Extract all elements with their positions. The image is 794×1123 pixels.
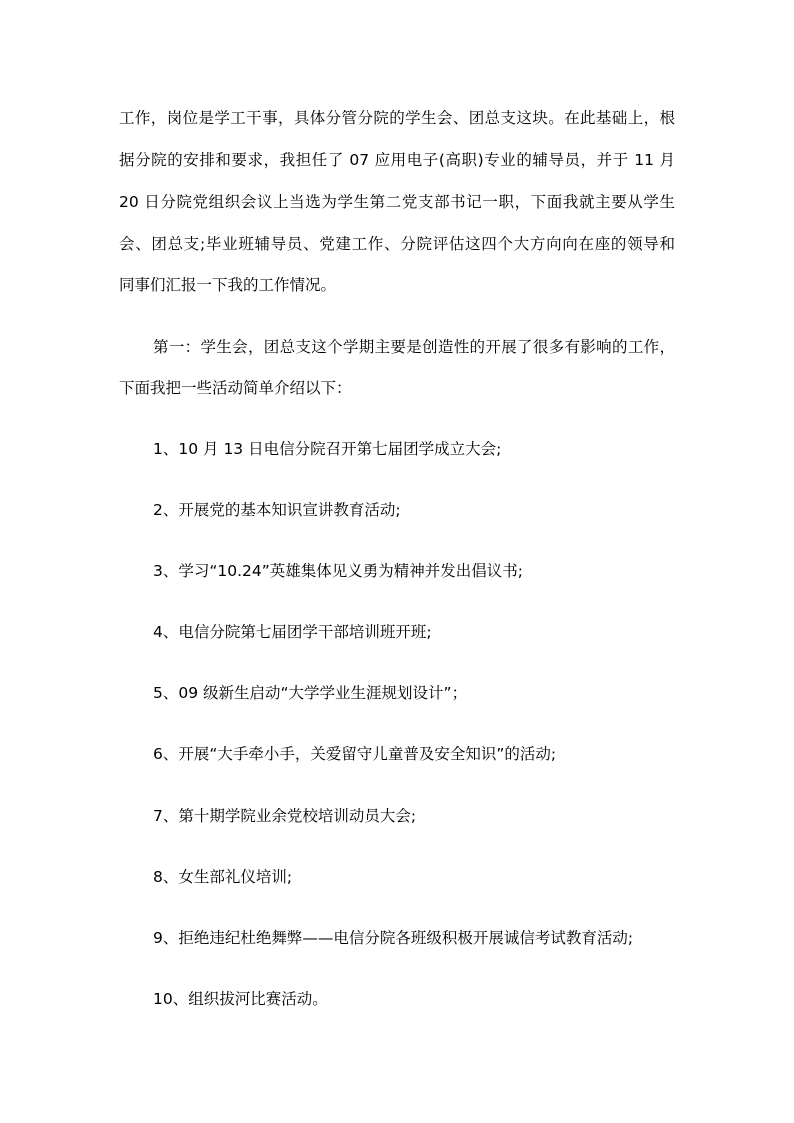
list-item: 9、拒绝违纪杜绝舞弊——电信分院各班级积极开展诚信考试教育活动; (153, 929, 634, 947)
list-item: 5、09 级新生启动“大学学业生涯规划设计”； (153, 684, 468, 702)
paragraph-line: 20 日分院党组织会议上当选为学生第二党支部书记一职，下面我就主要从学生 (119, 193, 675, 211)
list-item: 8、女生部礼仪培训; (153, 868, 293, 886)
list-item: 3、学习“10.24”英雄集体见义勇为精神并发出倡议书; (153, 562, 524, 580)
list-item: 6、开展“大手牵小手，关爱留守儿童普及安全知识”的活动; (153, 745, 557, 763)
list-item: 1、10 月 13 日电信分院召开第七届团学成立大会; (153, 440, 502, 458)
paragraph-line: 第一：学生会，团总支这个学期主要是创造性的开展了很多有影响的工作， (153, 338, 675, 356)
list-item: 10、组织拔河比赛活动。 (153, 990, 328, 1008)
list-item: 4、电信分院第七届团学干部培训班开班; (153, 623, 432, 641)
paragraph-line: 工作，岗位是学工干事，具体分管分院的学生会、团总支这块。在此基础上，根 (119, 109, 675, 127)
list-item: 2、开展党的基本知识宣讲教育活动; (153, 501, 401, 519)
paragraph-line: 会、团总支;毕业班辅导员、党建工作、分院评估这四个大方向向在座的领导和 (119, 235, 675, 253)
paragraph-line: 同事们汇报一下我的工作情况。 (119, 276, 337, 294)
list-item: 7、第十期学院业余党校培训动员大会; (153, 807, 417, 825)
paragraph-line: 下面我把一些活动简单介绍以下： (119, 379, 352, 397)
paragraph-line: 据分院的安排和要求，我担任了 07 应用电子(高职)专业的辅导员，并于 11 月 (119, 151, 675, 169)
